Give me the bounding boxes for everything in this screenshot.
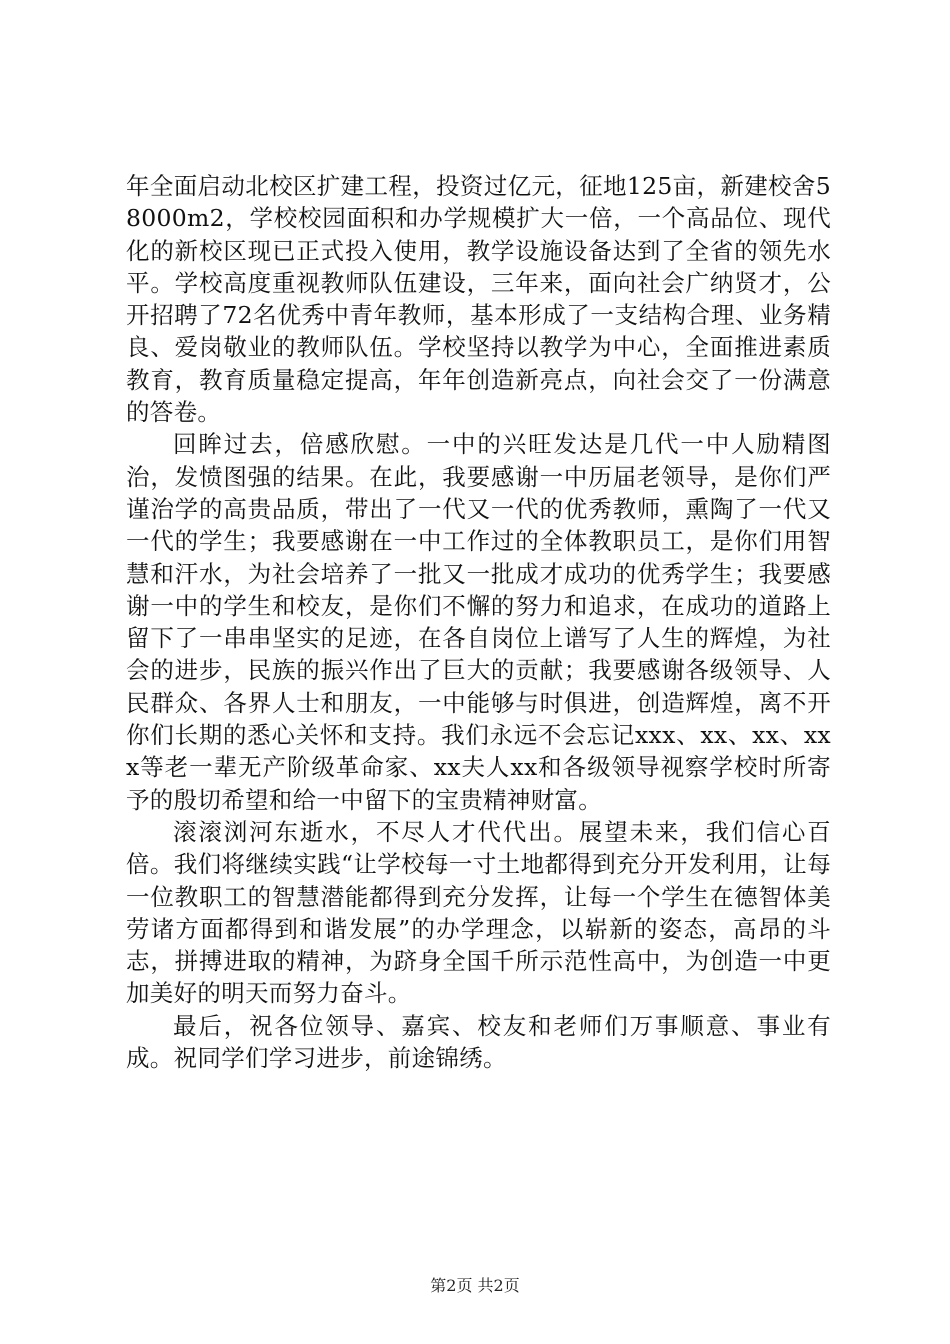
paragraph-2: 回眸过去，倍感欣慰。一中的兴旺发达是几代一中人励精图治，发愤图强的结果。在此，我要感谢一中历届老领导，是你们严谨治学的高贵品质，带出了一代又一代的优秀教师，熏陶了一代又一代的学生；我要感谢在一中工作过的全体教职员工，是你们用智慧和汗水，为社会培养了一批又一批成才成功的优秀学生；我要感谢一中的学生和校友，是你们不懈的努力和追求，在成功的道路上留下了一串串坚实的足迹，在各自岗位上谱写了人生的辉煌，为社会的进步，民族的振兴作出了巨大的贡献；我要感谢各级领导、人民群众、各界人士和朋友，一中能够与时俱进，创造辉煌，离不开你们长期的悉心关怀和支持。我们永远不会忘记xxx、xx、xx、xxx等老一辈无产阶级革命家、xx夫人xx和各级领导视察学校时所寄予的殷切希望和给一中留下的宝贵精神财富。 [126,430,831,814]
paragraph-4: 最后，祝各位领导、嘉宾、校友和老师们万事顺意、事业有成。祝同学们学习进步，前途锦绣。 [126,1011,831,1073]
document-body [126,170,831,1074]
page-number-footer: 第2页 共2页 [430,1276,520,1295]
paragraph-1: 年全面启动北校区扩建工程，投资过亿元，征地125亩，新建校舍58000m2，学校校园面积和办学规模扩大一倍，一个高品位、现代化的新校区现已正式投入使用，教学设施设备达到了全省的领先水平。学校高度重视教师队伍建设，三年来，面向社会广纳贤才，公开招聘了72名优秀中青年教师，基本形成了一支结构合理、业务精良、爱岗敬业的教师队伍。学校坚持以教学为中心，全面推进素质教育，教育质量稳定提高，年年创造新亮点，向社会交了一份满意的答卷。 [126,172,831,427]
paragraph-3: 滚滚浏河东逝水，不尽人才代代出。展望未来，我们信心百倍。我们将继续实践“让学校每一寸土地都得到充分开发利用，让每一位教职工的智慧潜能都得到充分发挥，让每一个学生在德智体美劳诸方面都得到和谐发展”的办学理念，以崭新的姿态，高昂的斗志，拼搏进取的精神，为跻身全国千所示范性高中，为创造一中更加美好的明天而努力奋斗。 [126,817,831,1008]
